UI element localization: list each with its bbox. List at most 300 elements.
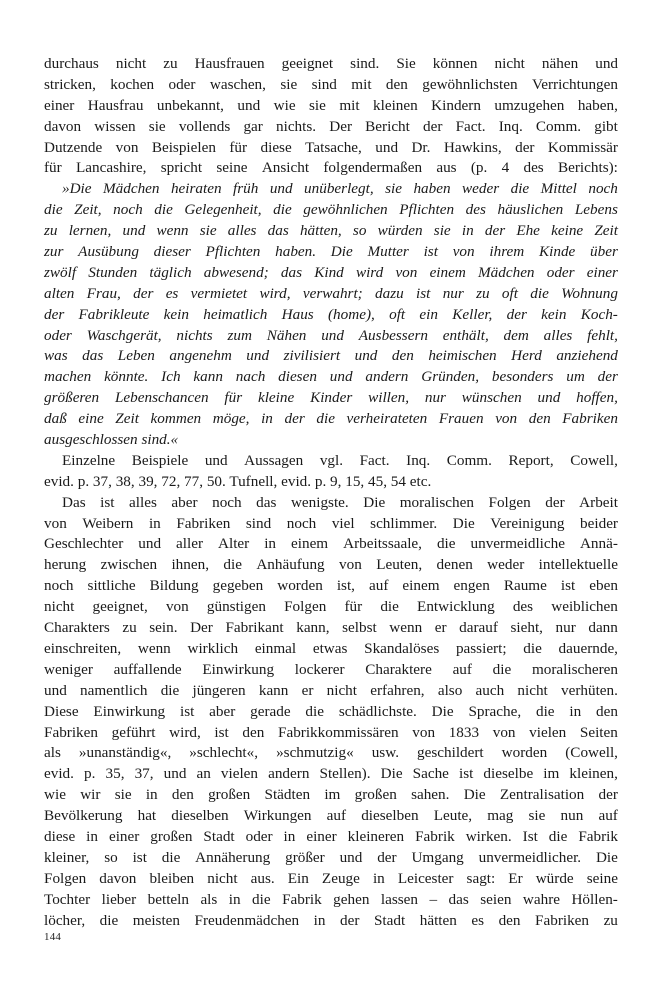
word: von <box>495 410 518 428</box>
word: wird, <box>259 284 291 302</box>
word: Skandalöses <box>364 639 440 657</box>
word: das <box>256 493 277 511</box>
word: vielen <box>529 723 567 741</box>
word: wirklich <box>187 639 239 657</box>
word: »schmutzig« <box>276 744 354 762</box>
text-line <box>44 764 618 785</box>
word: ist, <box>336 577 355 595</box>
word: hätten <box>419 911 457 929</box>
word: Inq. <box>498 117 523 135</box>
word: beider <box>580 514 618 532</box>
word: erfahren, <box>370 681 425 699</box>
word: zu <box>122 619 137 637</box>
word: kein <box>541 305 567 323</box>
word: umzugehen <box>494 96 565 114</box>
word: oder <box>44 326 72 344</box>
word: Bericht <box>365 117 410 135</box>
word: auf <box>452 660 472 678</box>
word: Beispiele <box>131 451 189 469</box>
word: wie <box>273 96 296 114</box>
word: Sprache, <box>468 702 522 720</box>
word: lernen, <box>68 222 112 240</box>
word: Freudenmädchen <box>194 911 300 929</box>
word: nichts. <box>276 117 317 135</box>
word: weniger <box>44 660 93 678</box>
word: kleinen, <box>569 765 618 783</box>
word: nähen <box>541 55 579 72</box>
word: sie <box>114 786 132 804</box>
word: der <box>340 911 360 929</box>
word: in <box>372 869 385 887</box>
word: Ausübung <box>78 243 139 261</box>
word: durchaus <box>44 55 99 72</box>
word: Städten <box>264 786 311 804</box>
word: noch <box>44 577 74 595</box>
word: (home), <box>328 305 375 323</box>
word: von <box>452 243 475 261</box>
word: Pflichten <box>399 201 455 219</box>
word: in <box>461 222 474 240</box>
word: nicht <box>115 55 147 72</box>
word: oft <box>389 305 406 323</box>
word: Lancashire, <box>76 159 147 177</box>
word: wirken. <box>465 827 512 845</box>
word: ist <box>100 493 115 511</box>
word: Ausbessern <box>358 326 428 344</box>
word: für <box>229 138 248 156</box>
word: Er <box>508 869 523 887</box>
word: des <box>512 598 534 616</box>
word: viel <box>331 514 355 532</box>
word: die <box>44 201 63 219</box>
word: zivilisiert <box>283 347 341 365</box>
word: Arbeit <box>579 493 618 511</box>
word: betteln <box>147 890 189 908</box>
word: Stunden <box>88 263 138 281</box>
text-line <box>44 723 618 744</box>
word: der <box>484 222 506 240</box>
word: den <box>498 911 521 929</box>
word: gewöhnlichsten <box>422 75 518 93</box>
word: Fact. <box>359 451 390 469</box>
word: großen <box>150 827 193 845</box>
word: Fact. <box>455 117 486 135</box>
word: schädlichste. <box>338 702 417 720</box>
word: meisten <box>132 911 181 929</box>
word: davon <box>44 117 82 135</box>
paragraph-para-3 <box>44 493 618 932</box>
word: jüngeren <box>192 681 246 699</box>
page-number: 144 <box>44 931 62 943</box>
word: sie <box>528 807 546 825</box>
word: weder <box>487 556 525 574</box>
word: den <box>242 723 265 741</box>
word: selbst <box>342 619 377 637</box>
word: für <box>44 159 62 177</box>
word: es <box>471 911 485 929</box>
word: Charakters <box>44 619 110 637</box>
text-line <box>44 284 618 305</box>
word: Herd <box>511 347 542 365</box>
word: Leicester <box>397 869 454 887</box>
word: sie <box>385 180 402 198</box>
word: weiblichen <box>551 598 618 616</box>
word: so <box>104 848 118 866</box>
word: wird <box>355 263 384 281</box>
word: Berichts): <box>558 159 618 177</box>
word: aus. <box>250 869 275 887</box>
word: Tochter <box>44 890 91 908</box>
text-line <box>44 346 618 367</box>
word: günstigen <box>206 598 266 616</box>
word: die <box>161 848 181 866</box>
word: p. <box>84 765 96 783</box>
word: weder <box>462 180 500 198</box>
word: 4 <box>501 159 510 177</box>
word: täglich <box>149 263 192 281</box>
word: Sache <box>412 765 449 783</box>
word: Arbeitssaale, <box>343 535 422 553</box>
word: die <box>523 639 542 657</box>
word: sittliche <box>87 577 136 595</box>
word: Wirkungen <box>243 807 312 825</box>
word: sieht, <box>510 619 543 637</box>
word: gewöhnlichen <box>303 201 388 219</box>
word: der <box>423 117 443 135</box>
text-line <box>44 200 618 221</box>
word: wenn <box>389 619 423 637</box>
word: wie <box>44 786 66 804</box>
word: Die <box>595 848 618 866</box>
word: aus <box>436 159 457 177</box>
word: und <box>44 681 67 699</box>
word: geeignet <box>281 55 334 72</box>
word: Folgen <box>284 598 327 616</box>
word: Kindern <box>431 96 481 114</box>
word: Fabriken <box>176 514 231 532</box>
word: gegeben <box>212 577 264 595</box>
word: sind <box>245 514 272 532</box>
word: auch <box>475 681 505 699</box>
word: abwesend; <box>203 263 269 281</box>
word: dieselbe <box>483 765 534 783</box>
word: verwahrt; <box>302 284 363 302</box>
word: nicht <box>44 598 75 616</box>
word: und <box>595 55 618 72</box>
word: sie <box>433 222 451 240</box>
word: geschildert <box>417 744 484 762</box>
word: Beispielen <box>151 138 216 156</box>
word: Keller, <box>452 305 493 323</box>
word: verhüten. <box>561 681 618 699</box>
text-line <box>44 848 618 869</box>
word: Zeit <box>115 410 139 428</box>
text-line <box>44 263 618 284</box>
word: (Cowell, <box>565 744 618 762</box>
word: können <box>432 55 478 72</box>
word: dazu <box>375 284 404 302</box>
word: und <box>163 765 187 783</box>
word: vollends <box>178 117 231 135</box>
word: haben, <box>577 96 618 114</box>
word: die <box>252 890 271 908</box>
word: Fabrikkommissären <box>278 723 399 741</box>
word: unvermeidliche <box>470 535 565 553</box>
word: unvermeidlicher. <box>478 848 582 866</box>
word: in <box>261 410 273 428</box>
word: der <box>545 493 565 511</box>
word: die <box>510 180 530 198</box>
word: den <box>171 786 194 804</box>
word: des <box>465 201 486 219</box>
word: engen <box>453 577 490 595</box>
word: Inq. <box>406 451 431 469</box>
word: Pflichten <box>205 243 261 261</box>
word: in <box>228 890 241 908</box>
word: zwischen <box>100 556 158 574</box>
word: früh <box>233 180 259 198</box>
word: sind. <box>350 55 380 72</box>
text-column <box>44 54 618 931</box>
word: ist <box>179 702 195 720</box>
text-line: evid. p. 37, 38, 39, 72, 77, 50. Tufnell, evid. p. 9, 15, 45, 54 etc. <box>44 472 432 490</box>
word: Ansicht <box>261 159 310 177</box>
word: einer <box>44 96 75 114</box>
word: Mutter <box>367 243 409 261</box>
word: großen <box>354 786 397 804</box>
word: zu <box>163 55 178 72</box>
word: denen <box>436 556 473 574</box>
word: nur <box>555 619 576 637</box>
word: oft <box>501 284 518 302</box>
word: haben <box>413 180 451 198</box>
word: hoffen, <box>576 389 618 407</box>
word: unüberlegt, <box>304 180 374 198</box>
word: Fabriken <box>44 723 98 741</box>
word: kommen <box>150 410 202 428</box>
word: Zentralisation <box>499 786 585 804</box>
word: diese <box>44 827 76 845</box>
word: haben. <box>275 243 317 261</box>
word: sein. <box>149 619 178 637</box>
word: nicht <box>326 681 357 699</box>
word: Leben <box>117 347 155 365</box>
word: kann, <box>296 619 330 637</box>
word: Lebens <box>574 201 618 219</box>
word: vgl. <box>319 451 344 469</box>
word: Hawkins, <box>443 138 502 156</box>
text-line <box>44 576 618 597</box>
word: auf <box>326 807 347 825</box>
word: der <box>284 410 305 428</box>
word: und <box>537 389 561 407</box>
word: anziehend <box>556 347 618 365</box>
word: evid. <box>44 765 74 783</box>
word: heimatlich <box>203 305 268 323</box>
word: nicht <box>207 869 238 887</box>
word: Fabrik <box>282 890 322 908</box>
word: was <box>44 347 68 365</box>
word: Frauen <box>438 410 484 428</box>
word: Wohnung <box>561 284 618 302</box>
word: (p. <box>470 159 488 177</box>
word: wenigste. <box>290 493 349 511</box>
word: die <box>154 201 173 219</box>
word: sie <box>148 117 166 135</box>
word: sie <box>280 75 298 93</box>
word: oder <box>245 827 273 845</box>
word: noch <box>286 514 317 532</box>
word: einer <box>306 827 337 845</box>
word: ein <box>419 305 438 323</box>
word: Comm. <box>446 451 492 469</box>
word: eine <box>78 410 104 428</box>
word: waschen, <box>209 75 266 93</box>
word: zu <box>603 911 618 929</box>
word: dann <box>588 619 618 637</box>
text-line <box>44 597 618 618</box>
word: den <box>528 410 551 428</box>
text-line <box>44 743 618 764</box>
word: Hausfrau <box>87 96 144 114</box>
word: kleinen <box>373 96 418 114</box>
word: Dutzende <box>44 138 103 156</box>
word: enthält, <box>442 326 489 344</box>
word: einer <box>586 263 618 281</box>
paragraph-quote-hawkins <box>44 179 618 451</box>
word: etwas <box>312 639 348 657</box>
word: des <box>523 159 544 177</box>
word: Koch- <box>580 305 618 323</box>
word: noch <box>113 201 143 219</box>
word: von <box>44 514 67 532</box>
word: häuslichen <box>497 201 564 219</box>
word: einem <box>291 535 329 553</box>
word: der <box>377 848 397 866</box>
text-line <box>44 534 618 555</box>
word: dieser <box>153 243 191 261</box>
word: Die <box>363 493 386 511</box>
word: seine <box>586 869 618 887</box>
word: die <box>492 660 512 678</box>
word: Diese <box>44 702 79 720</box>
text-line <box>44 305 618 326</box>
word: machen <box>44 368 92 386</box>
word: geführt <box>111 723 156 741</box>
word: über <box>590 243 618 261</box>
word: und <box>354 347 378 365</box>
word: kleiner, <box>44 848 90 866</box>
word: darauf <box>459 619 498 637</box>
word: stricken, <box>44 75 96 93</box>
word: oder <box>546 263 575 281</box>
word: den <box>385 75 408 93</box>
word: also <box>437 681 463 699</box>
word: nicht <box>494 55 525 72</box>
word: Ehe <box>516 222 540 240</box>
word: kein <box>163 305 189 323</box>
word: Raume <box>503 577 547 595</box>
word: wenn <box>156 222 189 240</box>
word: Die <box>431 702 454 720</box>
text-line <box>44 827 618 848</box>
text-line <box>44 660 618 681</box>
word: alles <box>129 493 157 511</box>
word: Fabriken <box>562 410 618 428</box>
word: daß <box>44 410 67 428</box>
word: und <box>269 180 293 198</box>
word: kleine <box>257 389 295 407</box>
word: kleineren <box>347 827 405 845</box>
word: Zeuge <box>321 869 360 887</box>
word: »unanständig«, <box>78 744 172 762</box>
word: um <box>566 368 585 386</box>
word: sind <box>311 75 337 93</box>
word: Zeit <box>594 222 618 240</box>
word: Frau, <box>86 284 121 302</box>
word: in <box>86 827 98 845</box>
word: größer <box>285 848 325 866</box>
word: der <box>506 305 527 323</box>
word: Alter <box>218 535 250 553</box>
word: ihnen, <box>171 556 209 574</box>
word: als <box>200 890 218 908</box>
word: Vereinigung <box>490 514 565 532</box>
word: den <box>391 347 414 365</box>
word: auf <box>598 807 618 825</box>
word: der <box>515 138 535 156</box>
word: kochen <box>110 75 155 93</box>
word: von <box>165 598 189 616</box>
word: gar <box>243 117 263 135</box>
word: und <box>138 535 162 553</box>
word: einem <box>402 577 440 595</box>
word: die <box>273 201 292 219</box>
word: Stellen). <box>319 765 371 783</box>
word: andern <box>365 368 409 386</box>
word: die <box>160 681 180 699</box>
word: Der <box>329 117 353 135</box>
text-line <box>44 493 618 514</box>
word: von <box>412 723 436 741</box>
word: die <box>535 702 555 720</box>
word: den <box>596 702 618 720</box>
paragraph-para-2 <box>44 451 618 493</box>
word: wünschen <box>461 389 522 407</box>
word: dieselben <box>361 807 419 825</box>
word: »Die <box>62 180 92 198</box>
word: Bevölkerung <box>44 807 123 825</box>
word: die <box>316 410 335 428</box>
text-line <box>44 785 618 806</box>
text-line <box>44 681 618 702</box>
word: eben <box>589 577 618 595</box>
word: Fabrikleute <box>78 305 150 323</box>
word: heimischen <box>428 347 497 365</box>
word: mit <box>339 96 360 114</box>
word: und <box>375 138 399 156</box>
word: moralischen <box>399 493 474 511</box>
word: 35, <box>105 765 125 783</box>
word: andern <box>268 765 310 783</box>
word: sie <box>199 222 217 240</box>
word: lassen <box>380 890 419 908</box>
word: keine <box>551 222 584 240</box>
word: Kinde <box>539 243 576 261</box>
word: Höllen- <box>571 890 618 908</box>
word: alten <box>44 284 75 302</box>
word: Entwicklung <box>417 598 495 616</box>
